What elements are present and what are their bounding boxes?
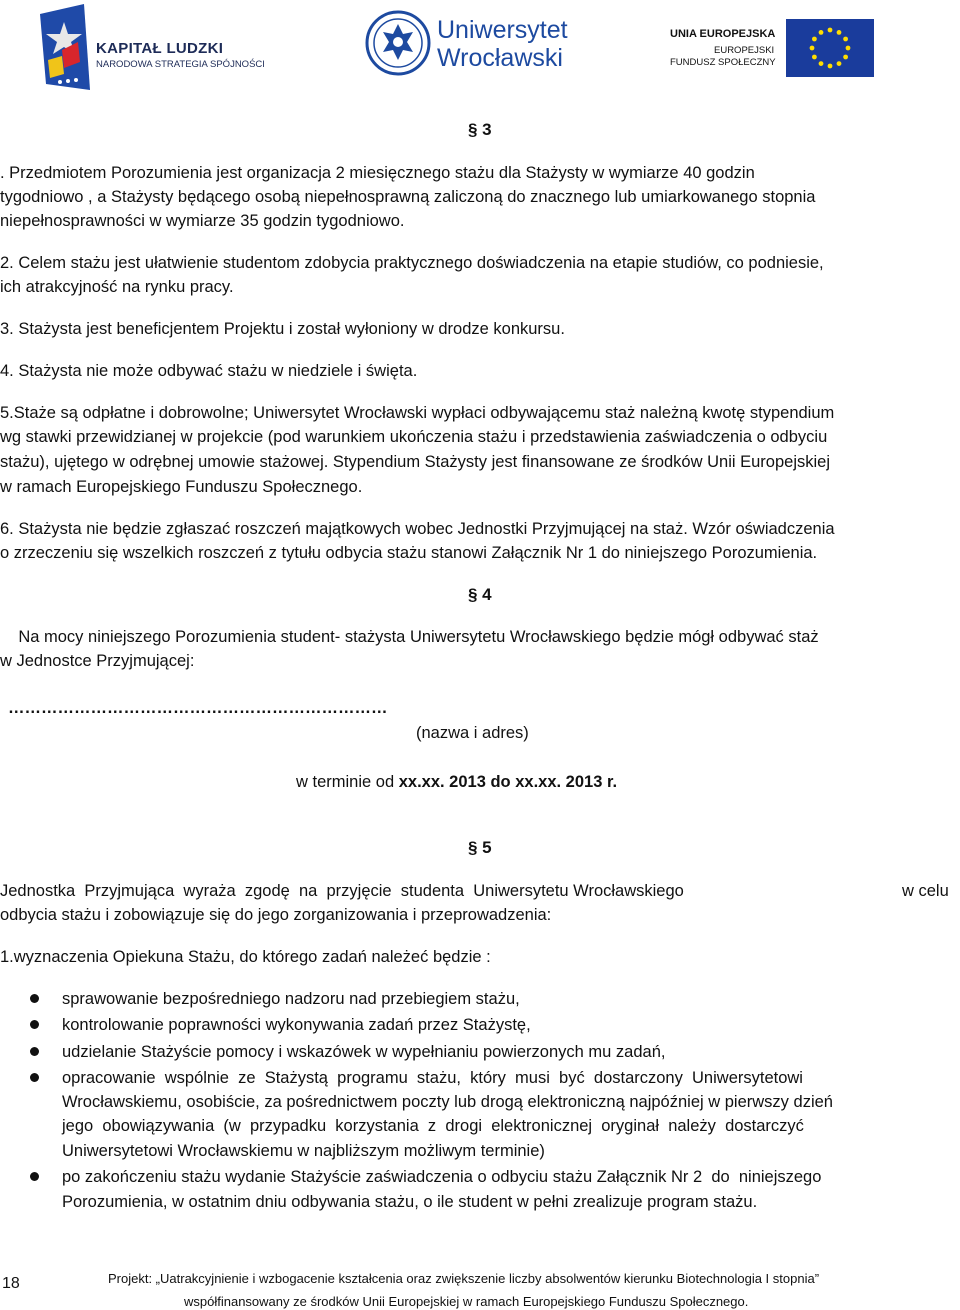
- paragraph-1-line-1: . Przedmiotem Porozumienia jest organizacja 2 miesięcznego stażu dla Stażysty w wymiarze 40 godzin: [0, 164, 755, 182]
- eu-title: UNIA EUROPEJSKA: [670, 28, 776, 40]
- section-heading-4: § 4: [468, 585, 492, 604]
- kapital-ludzki-logo: [40, 4, 270, 90]
- bullet-marker: [30, 1047, 39, 1056]
- paragraph-5-line-4: w ramach Europejskiego Funduszu Społecznego.: [0, 478, 363, 496]
- name-address-dotted-line: ……………………………………………………………: [8, 699, 388, 717]
- paragraph-4: 4. Stażysta nie może odbywać stażu w niedziele i święta.: [0, 362, 418, 380]
- header-logos: [0, 0, 960, 95]
- section-5-item-1: 1.wyznaczenia Opiekuna Stażu, do którego zadań należeć będzie :: [0, 948, 491, 966]
- section-heading-5: § 5: [468, 838, 492, 857]
- section-heading-3: § 3: [468, 120, 492, 139]
- university-name-line2: Wrocławski: [437, 44, 563, 72]
- paragraph-2-line-1: 2. Celem stażu jest ułatwienie studentom zdobycia praktycznego doświadczenia na etapie studiów, co podniesie,: [0, 254, 824, 272]
- section-5-paragraph-line-2: odbycia stażu i zobowiązuje się do jego zorganizowania i przeprowadzenia:: [0, 906, 552, 924]
- bullet-item-4-line-3: jego obowiązywania (w przypadku korzystania z drogi elektronicznej oryginał należy dostarczyć: [62, 1117, 804, 1135]
- paragraph-6-line-1: 6. Stażysta nie będzie zgłaszać roszczeń majątkowych wobec Jednostki Przyjmującej na staż. Wzór oświadczenia: [0, 520, 835, 538]
- term-line: [296, 770, 617, 794]
- bullet-marker: [30, 1020, 39, 1029]
- bullet-marker: [30, 1073, 39, 1082]
- eu-flag-icon: [786, 19, 874, 77]
- bullet-item-2: kontrolowanie poprawności wykonywania zadań przez Stażystę,: [62, 1016, 531, 1034]
- section-5-paragraph-line-1: Jednostka Przyjmująca wyraża zgodę na przyjęcie studenta Uniwersytetu Wrocławskiego: [0, 882, 684, 900]
- kapital-ludzki-emblem-icon: [40, 4, 92, 90]
- university-seal-icon: [365, 10, 431, 76]
- bullet-marker: [30, 1172, 39, 1181]
- section-4-paragraph-line-2: w Jednostce Przyjmującej:: [0, 652, 195, 670]
- bullet-item-5-line-1: po zakończeniu stażu wydanie Stażyście zaświadczenia o odbyciu stażu Załącznik Nr 2 do niniejszego: [62, 1168, 822, 1186]
- bullet-item-4-line-1: opracowanie wspólnie ze Stażystą programu stażu, który musi być dostarczony Uniwersytetowi: [62, 1069, 803, 1087]
- name-address-caption: (nazwa i adres): [416, 724, 529, 742]
- bullet-item-1: sprawowanie bezpośredniego nadzoru nad przebiegiem stażu,: [62, 990, 520, 1008]
- uniwersytet-wroclawski-logo: [365, 10, 575, 85]
- section-5-paragraph-line-1-end: w celu: [902, 882, 949, 900]
- bullet-item-3: udzielanie Stażyście pomocy i wskazówek w wypełnianiu powierzonych mu zadań,: [62, 1043, 666, 1061]
- paragraph-6-line-2: o zrzeczeniu się wszelkich roszczeń z tytułu odbycia stażu stanowi Załącznik Nr 1 do niniejszego Porozumienia.: [0, 544, 818, 562]
- paragraph-5-line-1: 5.Staże są odpłatne i dobrowolne; Uniwersytet Wrocławski wypłaci odbywającemu staż należną kwotę stypendium: [0, 404, 835, 422]
- section-4-paragraph-line-1: Na mocy niniejszego Porozumienia student- stażysta Uniwersytetu Wrocławskiego będzie mógł odbywać staż: [0, 628, 819, 646]
- paragraph-2-line-2: ich atrakcyjność na rynku pracy.: [0, 278, 234, 296]
- eu-fund-line1: EUROPEJSKI: [714, 45, 775, 56]
- footer-funding-line: współfinansowany ze środków Unii Europejskiej w ramach Europejskiego Funduszu Społecznego.: [184, 1294, 749, 1309]
- eu-logo: [670, 18, 880, 78]
- bullet-item-5-line-2: Porozumienia, w ostatnim dniu odbywania stażu, o ile student w pełni zrealizuje program stażu.: [62, 1193, 758, 1211]
- paragraph-5-line-2: wg stawki przewidzianej w projekcie (pod warunkiem ukończenia stażu i przedstawienia zaświadczenia o odbyciu: [0, 428, 828, 446]
- term-prefix: w terminie od: [296, 773, 399, 791]
- bullet-item-4-line-4: Uniwersytetowi Wrocławskiemu w najbliższym możliwym terminie): [62, 1142, 545, 1160]
- paragraph-1-line-3: niepełnosprawności w wymiarze 35 godzin tygodniowo.: [0, 212, 405, 230]
- eu-fund-line2: FUNDUSZ SPOŁECZNY: [670, 57, 776, 68]
- paragraph-3: 3. Stażysta jest beneficjentem Projektu i został wyłoniony w drodze konkursu.: [0, 320, 565, 338]
- footer-project-line: Projekt: „Uatrakcyjnienie i wzbogacenie kształcenia oraz zwiększenie liczby absolwentów kierunku Biotechnologia I stopnia”: [108, 1271, 820, 1286]
- kapital-ludzki-title: KAPITAŁ LUDZKI: [96, 40, 224, 57]
- page-number: 18: [2, 1275, 20, 1292]
- university-name-line1: Uniwersytet: [437, 16, 568, 44]
- paragraph-1-line-2: tygodniowo , a Stażysty będącego osobą niepełnosprawną zaliczoną do znacznego lub umiarkowanego stopnia: [0, 188, 816, 206]
- bullet-item-4-line-2: Wrocławskiemu, osobiście, za pośrednictwem poczty lub drogą elektroniczną najpóźniej w pierwszy dzień: [62, 1093, 833, 1111]
- paragraph-5-line-3: stażu), ujętego w odrębnej umowie stażowej. Stypendium Stażysty jest finansowane ze środków Unii Europejskiej: [0, 453, 830, 471]
- kapital-ludzki-subtitle: NARODOWA STRATEGIA SPÓJNOŚCI: [96, 59, 265, 70]
- term-dates: xx.xx. 2013 do xx.xx. 2013 r.: [398, 773, 618, 791]
- bullet-marker: [30, 994, 39, 1003]
